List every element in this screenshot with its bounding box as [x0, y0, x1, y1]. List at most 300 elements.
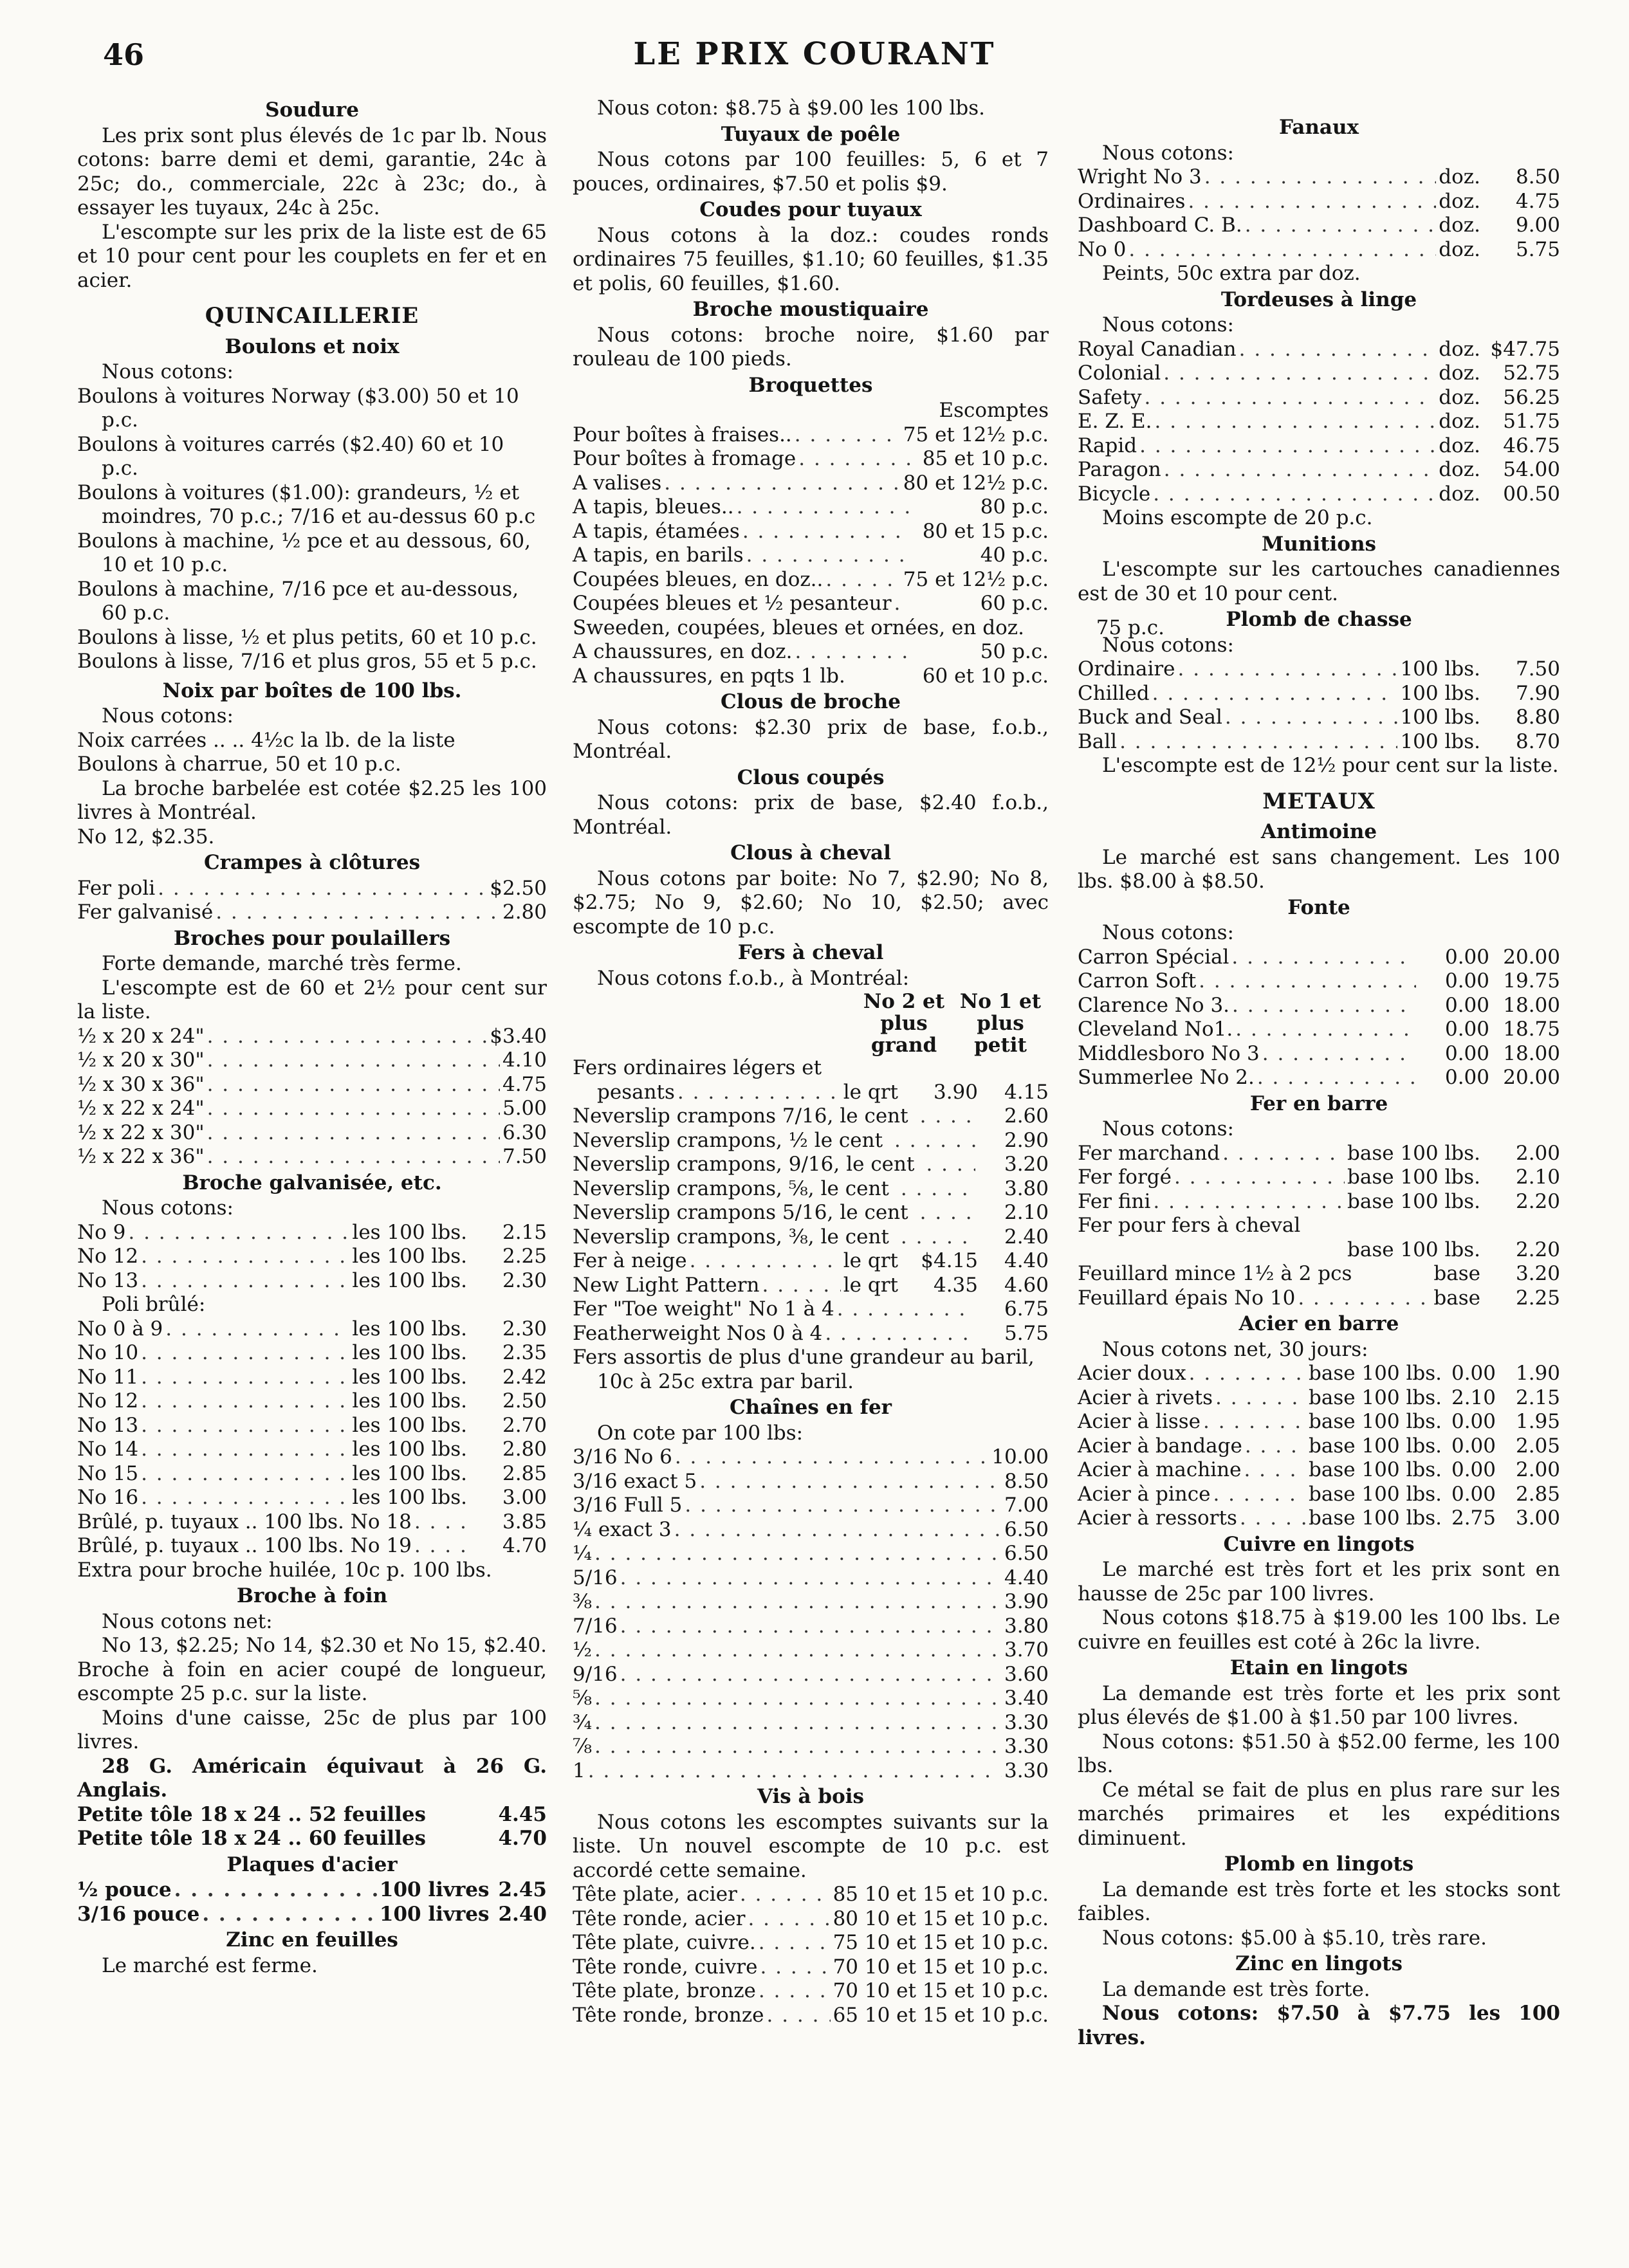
price-row: [77, 1097, 547, 1121]
item-unit: les 100 lbs.: [352, 1268, 467, 1292]
item-unit: base 100 lbs.: [1309, 1362, 1442, 1385]
price-row: [573, 1153, 1049, 1177]
price-row: [1078, 1386, 1560, 1411]
item-name: Rapid: [1078, 434, 1137, 457]
section-title-coudes: Coudes pour tuyaux: [699, 198, 922, 221]
price-row: [1078, 410, 1560, 434]
item-name: Fer marchand: [1078, 1141, 1220, 1165]
price-row: [573, 1322, 1049, 1346]
price-row: [77, 1317, 547, 1342]
item-price-a: 0.00: [1444, 1018, 1489, 1041]
section-title-plomb-chasse: Plomb de chasse: [1226, 608, 1412, 631]
dot-leader: [1199, 969, 1416, 994]
item-name: pesants: [597, 1080, 675, 1104]
row-label: Fers ordinaires légers et: [573, 1056, 822, 1079]
paragraph: La broche barbelée est cotée $2.25 les 100 livres à Montréal.: [77, 776, 547, 824]
item-discount: 75 10 et 15 et 10 p.c.: [833, 1931, 1049, 1954]
dot-leader: [1128, 238, 1436, 262]
item-discount: 75 p.c.: [1096, 616, 1164, 639]
item-name: No 12: [77, 1389, 139, 1413]
dot-leader: [748, 1907, 830, 1932]
item-price: 4.10: [502, 1048, 547, 1072]
dot-leader: [128, 1221, 349, 1245]
item-price: 4.70: [498, 1827, 547, 1850]
section-title-plomb-lingots: Plomb en lingots: [1224, 1852, 1414, 1876]
item-unit: le qrt: [843, 1273, 898, 1297]
dot-leader: [894, 592, 911, 616]
price-row: [77, 1025, 547, 1049]
item-name: Pour boîtes à fromage: [573, 447, 796, 470]
section-title-galvanisee: Broche galvanisée, etc.: [182, 1171, 442, 1194]
price-row: [573, 1081, 1049, 1105]
item-unit: base 100 lbs.: [1347, 1189, 1480, 1213]
price-row: [77, 1048, 547, 1073]
price-row: [77, 1221, 547, 1245]
section-title-fers-cheval: Fers à cheval: [737, 941, 884, 964]
paragraph: Les prix sont plus élevés de 1c par lb. Nous cotons: barre demi et demi, garantie, 24c à 25c; do., commerciale, 22c à 23c; do., à essayer les tuyaux, 24c à 25c.: [77, 123, 547, 219]
item-name: Ordinaires: [1078, 189, 1186, 213]
price-row: [1078, 1434, 1560, 1459]
price-row: [573, 1883, 1049, 1907]
item-price: 9.00: [1515, 214, 1560, 237]
column-header-no1: No 1 et plus petit: [959, 990, 1042, 1057]
dot-leader: [174, 1878, 377, 1903]
dot-leader: [759, 1979, 831, 2004]
price-row: [77, 1414, 547, 1438]
item-price: 2.15: [502, 1220, 547, 1244]
price-row: [1078, 682, 1560, 706]
item-price-a: 0.00: [1451, 1482, 1496, 1506]
price-row: [1078, 1166, 1560, 1190]
dot-leader: [901, 1225, 975, 1250]
item-name: Brûlé, p. tuyaux .. 100 lbs. No 18: [77, 1510, 412, 1533]
list-item: Boulons à voitures Norway ($3.00) 50 et 10 p.c.: [77, 384, 519, 432]
item-price: 52.75: [1503, 361, 1560, 385]
item-name: No 13: [77, 1413, 139, 1437]
paragraph: Ce métal se fait de plus en plus rare sur les marchés primaires et les expéditions diminuent.: [1078, 1778, 1560, 1850]
dot-leader: [920, 1201, 975, 1225]
dot-leader: [1164, 458, 1437, 482]
item-unit: le cent: [820, 1176, 889, 1200]
dot-leader: [795, 423, 901, 448]
item-name: Fer à neige: [573, 1249, 687, 1272]
item-name: ½: [573, 1638, 593, 1661]
dot-leader: [141, 1366, 349, 1390]
price-row: [573, 1445, 1049, 1470]
item-price: 2.80: [502, 1438, 547, 1461]
dot-leader: [920, 1104, 975, 1129]
dot-leader: [141, 1269, 349, 1294]
dot-leader: [207, 1097, 500, 1121]
dot-leader: [1174, 1166, 1345, 1190]
paragraph: La demande est très forte et les prix sont plus élevés de $1.00 à $1.50 par 100 livres.: [1078, 1681, 1560, 1729]
dot-leader: [414, 1510, 474, 1535]
item-name: Feuillard mince 1½ à 2 pcs: [1078, 1262, 1352, 1285]
item-unit: les 100 lbs.: [352, 1341, 467, 1364]
item-price: 2.00: [1515, 1141, 1560, 1165]
dot-leader: [1262, 1042, 1416, 1066]
dot-leader: [207, 1121, 500, 1146]
price-row: [1078, 994, 1560, 1018]
item-discount: 50 p.c.: [980, 640, 1049, 663]
item-unit: doz.: [1439, 482, 1480, 506]
item-name: Brûlé, p. tuyaux .. 100 lbs. No 19: [77, 1534, 412, 1557]
item-price-b: 2.40: [1004, 1225, 1049, 1248]
item-discount: 85 10 et 15 et 10 p.c.: [833, 1883, 1049, 1906]
price-row: [573, 1494, 1049, 1518]
dot-leader: [825, 1322, 975, 1346]
item-price: 2.85: [502, 1461, 547, 1485]
price-row: [573, 1614, 1049, 1639]
item-price: 8.80: [1515, 706, 1560, 729]
item-unit: 100 livres: [379, 1902, 490, 1926]
item-name: Safety: [1078, 385, 1142, 409]
price-row: [1078, 1066, 1560, 1090]
item-price-b: 3.20: [1004, 1153, 1049, 1176]
dot-leader: [1155, 410, 1437, 434]
dot-leader: [216, 901, 500, 925]
dot-leader: [1178, 657, 1398, 682]
item-discount: 80 p.c.: [980, 495, 1049, 518]
dot-leader: [141, 1486, 349, 1510]
intro-text: Nous cotons:: [102, 1196, 234, 1220]
item-name: No 9: [77, 1220, 126, 1244]
item-discount: 75 et 12½ p.c.: [903, 423, 1049, 446]
intro-text: Nous cotons f.o.b., à Montréal:: [597, 966, 910, 990]
item-price-b: 2.05: [1515, 1434, 1560, 1458]
dot-leader: [141, 1462, 349, 1486]
paragraph: Forte demande, marché très ferme.: [102, 952, 462, 975]
section-title-tordeuses: Tordeuses à linge: [1220, 288, 1417, 311]
section-title-poulaillers: Broches pour poulaillers: [173, 926, 451, 950]
item-unit: doz.: [1439, 361, 1480, 385]
item-name: No 0: [1078, 237, 1127, 261]
item-price-a: 0.00: [1444, 993, 1489, 1017]
list-item: Boulons à machine, 7/16 pce et au-dessous, 60 p.c.: [77, 577, 519, 625]
item-price: 3.85: [502, 1510, 547, 1533]
dot-leader: [1119, 730, 1397, 754]
intro-text: Nous cotons:: [102, 360, 234, 383]
item-unit: base: [1433, 1262, 1480, 1285]
dot-leader: [414, 1534, 474, 1559]
item-unit: les 100 lbs.: [352, 1486, 467, 1509]
dot-leader: [740, 1883, 831, 1907]
dot-leader: [1163, 361, 1436, 386]
dot-leader: [762, 1274, 840, 1298]
dot-leader: [737, 495, 911, 520]
item-name: Tête plate, bronze: [573, 1979, 756, 2002]
item-name: Paragon: [1078, 458, 1161, 481]
item-price-b: 20.00: [1503, 1066, 1560, 1089]
paragraph: La demande est très forte et les stocks sont faibles.: [1078, 1878, 1560, 1925]
item-price-a: 0.00: [1444, 945, 1489, 969]
dot-leader: [685, 1494, 1002, 1518]
paragraph: Nous cotons: $5.00 à $5.10, très rare.: [1102, 1926, 1487, 1950]
item-price-a: $4.15: [921, 1249, 978, 1272]
item-price-a: 2.10: [1451, 1385, 1496, 1409]
price-row: [1078, 1142, 1560, 1166]
item-unit: doz.: [1439, 337, 1480, 361]
price-row: [573, 2004, 1049, 2028]
price-row: [1078, 238, 1560, 262]
price-row: [1078, 946, 1560, 970]
item-unit: les 100 lbs.: [352, 1365, 467, 1389]
paragraph: L'escompte sur les cartouches canadiennes est de 30 et 10 pour cent.: [1078, 558, 1560, 605]
dot-leader: [1245, 1434, 1306, 1459]
section-title-moustiquaire: Broche moustiquaire: [692, 298, 929, 321]
item-discount: 60 et 10 p.c.: [922, 664, 1049, 688]
item-price: 4.75: [502, 1072, 547, 1096]
price-row: [77, 1145, 547, 1169]
section-title-soudure: Soudure: [265, 98, 359, 122]
item-unit: le cent: [820, 1225, 889, 1248]
item-name: ½ x 22 x 36": [77, 1145, 205, 1168]
item-name: No 14: [77, 1438, 139, 1461]
section-title-acier-barre: Acier en barre: [1238, 1312, 1399, 1335]
item-name: 3/16 pouce: [77, 1902, 200, 1926]
list-item: Boulons à voitures carrés ($2.40) 60 et 10 p.c.: [77, 432, 504, 480]
item-name: Neverslip crampons, ⅝,: [573, 1176, 814, 1200]
section-title-vis: Vis à bois: [757, 1785, 864, 1808]
price-row: [573, 1590, 1049, 1614]
item-price: 2.30: [502, 1268, 547, 1292]
price-row: [77, 1121, 547, 1146]
item-name: A tapis, étamées: [573, 519, 740, 543]
item-unit: base 100 lbs.: [1309, 1410, 1442, 1433]
dot-leader: [620, 1566, 1002, 1591]
paragraph: Nous cotons à la doz.: coudes ronds ordinaires 75 feuilles, $1.10; 60 feuilles, $1.35 et polis, 60 feuilles, $1.60.: [573, 223, 1049, 295]
paragraph: Fers assortis de plus d'une grandeur au baril, 10c à 25c extra par baril.: [573, 1346, 1035, 1393]
section-title-etain: Etain en lingots: [1229, 1656, 1408, 1679]
item-name: A chaussures, en doz.: [573, 640, 793, 663]
item-price: $3.40: [490, 1024, 547, 1048]
list-item: Fer pour fers à cheval: [1078, 1214, 1301, 1237]
item-price: 3.30: [1004, 1710, 1049, 1734]
item-price-b: 2.00: [1515, 1458, 1560, 1481]
intro-text: On cote par 100 lbs:: [597, 1421, 804, 1445]
item-name: No 15: [77, 1461, 139, 1485]
price-row: [573, 1638, 1049, 1663]
price-row: [573, 1104, 1049, 1129]
dot-leader: [141, 1438, 349, 1462]
price-row: [573, 1979, 1049, 2004]
item-price: 3.90: [1004, 1590, 1049, 1613]
item-name: Neverslip crampons 7/16,: [573, 1104, 834, 1128]
price-row: [1078, 214, 1560, 238]
price-row: [573, 1249, 1049, 1274]
dot-leader: [1153, 1190, 1345, 1214]
price-row: [573, 1518, 1049, 1542]
dot-leader: [1244, 1458, 1306, 1483]
item-price-b: 19.75: [1503, 969, 1560, 992]
list-item: Boulons à lisse, ½ et plus petits, 60 et 10 p.c.: [77, 625, 537, 649]
item-name: ½ x 30 x 36": [77, 1072, 205, 1096]
item-name: No 0 à 9: [77, 1317, 163, 1340]
item-unit: base 100 lbs.: [1309, 1506, 1442, 1530]
item-price-b: 3.00: [1515, 1506, 1560, 1530]
item-name: No 13: [77, 1268, 139, 1292]
item-price: 7.90: [1515, 681, 1560, 705]
price-row: [77, 877, 547, 901]
item-discount: 80 et 12½ p.c.: [903, 471, 1049, 495]
paragraph: No 13, $2.25; No 14, $2.30 et No 15, $2.40. Broche à foin en acier coupé de longueur, escompte 25 p.c. sur la liste.: [77, 1634, 547, 1705]
item-name: Tête ronde, cuivre: [573, 1955, 758, 1979]
dot-leader: [699, 1470, 1002, 1494]
section-title-antimoine: Antimoine: [1260, 820, 1377, 843]
list-item: Extra pour broche huilée, 10c p. 100 lbs.: [77, 1558, 492, 1582]
price-row: [77, 1462, 547, 1486]
section-title-tuyaux: Tuyaux de poêle: [721, 122, 901, 146]
item-price-a: 0.00: [1451, 1410, 1496, 1433]
price-row: [573, 592, 1049, 616]
dot-leader: [677, 1081, 841, 1105]
item-unit: doz.: [1439, 434, 1480, 457]
item-name: ½ x 22 x 30": [77, 1120, 205, 1144]
item-name: Neverslip crampons, ⅜,: [573, 1225, 814, 1248]
item-price: 2.45: [498, 1878, 547, 1901]
paragraph: 28 G. Américain équivaut à 26 G. Anglais.: [77, 1754, 547, 1802]
dot-leader: [620, 1663, 1002, 1687]
price-row: [573, 423, 1049, 448]
dot-leader: [207, 1048, 500, 1073]
dot-leader: [760, 1955, 830, 1980]
dot-leader: [767, 2004, 831, 2028]
section-title-boulons: Boulons et noix: [225, 334, 400, 358]
dot-leader: [1257, 1066, 1416, 1090]
item-unit: les 100 lbs.: [352, 1438, 467, 1461]
paragraph: L'escompte sur les prix de la liste est de 65 et 10 pour cent pour les couplets en fer et en acier.: [77, 220, 547, 292]
item-price: 3.60: [1004, 1662, 1049, 1686]
item-price: 7.00: [1004, 1494, 1049, 1517]
dot-leader: [141, 1245, 349, 1269]
section-title-foin: Broche à foin: [236, 1584, 388, 1607]
price-row: [77, 1903, 547, 1927]
item-price: 2.50: [502, 1389, 547, 1413]
item-name: Fer fini: [1078, 1189, 1151, 1213]
intro-text: Nous cotons:: [102, 704, 234, 727]
dot-leader: [141, 1414, 349, 1438]
item-unit: 100 lbs.: [1400, 729, 1480, 753]
item-name: No 16: [77, 1486, 139, 1509]
item-unit: le qrt: [843, 1080, 898, 1104]
item-name: No 11: [77, 1365, 139, 1389]
price-row: [1078, 458, 1560, 482]
price-row: [573, 1931, 1049, 1955]
item-unit: 100 livres: [379, 1878, 490, 1901]
paragraph: Nous cotons: prix de base, $2.40 f.o.b., Montréal.: [573, 791, 1049, 839]
dot-leader: [825, 568, 900, 592]
item-price-a: 0.00: [1444, 1066, 1489, 1089]
item-name: 3/16 Full 5: [573, 1494, 683, 1517]
item-price: 2.40: [498, 1902, 547, 1926]
item-unit: 100 lbs.: [1400, 706, 1480, 729]
price-row: [573, 447, 1049, 471]
intro-text: Nous cotons net, 30 jours:: [1102, 1337, 1368, 1361]
section-title-zinc-feuilles: Zinc en feuilles: [226, 1928, 398, 1952]
item-unit: base 100 lbs.: [1347, 1141, 1480, 1165]
price-row: [77, 1486, 547, 1510]
item-price-a: 0.00: [1451, 1434, 1496, 1458]
item-name: Coupées bleues et ½ pesanteur: [573, 592, 892, 615]
item-name: Ball: [1078, 729, 1118, 753]
dot-leader: [1245, 214, 1437, 238]
item-price-b: 18.75: [1503, 1018, 1560, 1041]
section-title-munitions: Munitions: [1262, 532, 1376, 556]
dot-leader: [207, 1145, 500, 1169]
item-name: Acier à lisse: [1078, 1410, 1201, 1433]
item-price-b: 18.00: [1503, 993, 1560, 1017]
section-title-zinc-lingots: Zinc en lingots: [1235, 1952, 1403, 1975]
item-unit: le cent: [840, 1201, 908, 1224]
item-name: ⅞: [573, 1735, 593, 1758]
dot-leader: [1231, 946, 1416, 970]
dot-leader: [207, 1025, 488, 1049]
item-name: ½ pouce: [77, 1878, 172, 1901]
item-unit: les 100 lbs.: [352, 1220, 467, 1244]
dot-leader: [594, 1711, 1002, 1735]
dot-leader: [1145, 386, 1437, 410]
price-row: [1078, 706, 1560, 730]
item-price-a: 0.00: [1451, 1362, 1496, 1385]
item-name: A tapis, en barils: [573, 544, 744, 567]
item-name: Acier à bandage: [1078, 1434, 1242, 1458]
price-row: [1078, 1238, 1560, 1263]
item-price: 3.00: [502, 1486, 547, 1509]
price-row: [1078, 190, 1560, 214]
item-name: A tapis, bleues..: [573, 495, 734, 518]
item-name: Petite tôle 18 x 24 .. 60 feuilles: [77, 1827, 426, 1850]
price-row: [1078, 434, 1560, 459]
item-price-b: 18.00: [1503, 1041, 1560, 1065]
item-name: Fer galvanisé: [77, 901, 214, 924]
item-name: Neverslip crampons, ½: [573, 1128, 808, 1152]
item-price: 51.75: [1503, 410, 1560, 433]
dot-leader: [746, 544, 911, 568]
item-unit: les 100 lbs.: [352, 1461, 467, 1485]
item-name: Petite tôle 18 x 24 .. 52 feuilles: [77, 1802, 426, 1826]
list-item: Boulons à machine, ½ pce et au dessous, 60, 10 et 10 p.c.: [77, 529, 531, 576]
dot-leader: [798, 447, 911, 471]
item-unit: le cent: [846, 1153, 915, 1176]
item-name: 7/16: [573, 1614, 618, 1638]
price-row: [1078, 1262, 1560, 1286]
dot-leader: [594, 1735, 1002, 1759]
dot-leader: [1232, 994, 1416, 1018]
price-row: [1078, 1018, 1560, 1042]
dot-leader: [759, 1931, 831, 1955]
item-unit: doz.: [1439, 214, 1480, 237]
item-discount: 40 p.c.: [980, 544, 1049, 567]
price-row: [77, 1534, 547, 1559]
item-name: Acier à rivets: [1078, 1385, 1213, 1409]
item-price: 00.50: [1503, 482, 1560, 506]
item-price: 10.00: [991, 1445, 1049, 1468]
item-discount: 65 10 et 15 et 10 p.c.: [833, 2003, 1049, 2027]
column-header: Escomptes: [939, 399, 1049, 422]
item-name: 3/16 exact 5: [573, 1469, 697, 1493]
dot-leader: [141, 1341, 349, 1366]
price-row: [1078, 1190, 1560, 1214]
section-title-plaques: Plaques d'acier: [226, 1852, 398, 1876]
dot-leader: [1189, 1362, 1306, 1386]
item-name: Tête plate, acier: [573, 1883, 737, 1906]
section-title-fer-barre: Fer en barre: [1249, 1092, 1388, 1115]
dot-leader: [926, 1153, 975, 1177]
item-price: 8.50: [1515, 165, 1560, 188]
sub-heading: Poli brûlé:: [102, 1293, 206, 1316]
section-title-fonte: Fonte: [1287, 895, 1350, 919]
price-row: [573, 1129, 1049, 1153]
